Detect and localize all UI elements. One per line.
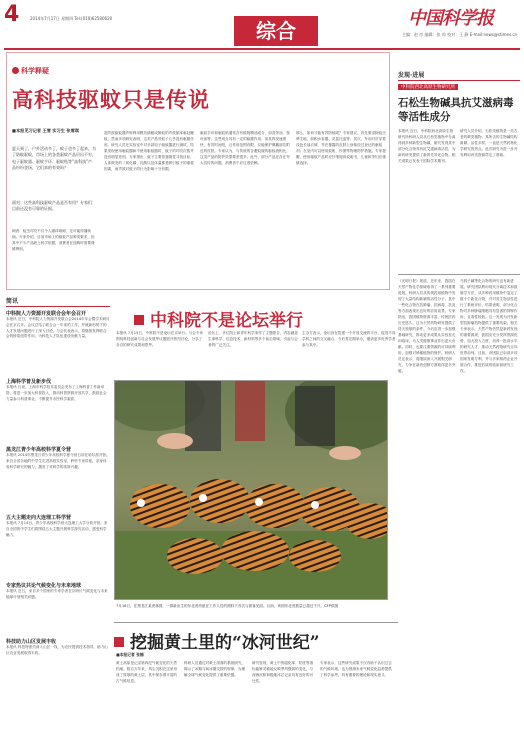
brief-body: 本报讯 近日，来自多个国家的专家学者在京研讨气候变化与未来地球计划相关问题。 bbox=[6, 589, 108, 599]
tiger-cubs-photo[interactable] bbox=[114, 380, 388, 600]
bottom-column-1: 黄土高原是记录第四纪气候变化的天然档案。数百万年来，风尘沉积在这里形成了厚厚的黄土层，其中保存着丰富的古气候信息。 bbox=[116, 661, 178, 683]
right-column-3: 《光明日报》报道，近年来，我国在天然产物化学领域取得了一系列重要进展。科研人员从传统药用植物中发现了大量结构新颖的活性分子，其中一些化合物在抗肿瘤、抗病毒、抗炎等方面表现出良好的应用前景。专家指出，我国植物资源丰富，传统医药历史悠久，这为天然药物研发提供了得天独厚的条件。今后应进一步加强基础研究，推动更多成果从实验室走向临床，为人类健康事业作出更大贡献。同时，也要注重资源的可持续利用，加强对珍稀植物的保护。科研人员还表示，将继续深入开展相关研究，力争在新药创制方面取得更多突破。 bbox=[398, 279, 456, 373]
brief-item[interactable] bbox=[6, 638, 110, 741]
section-tab: 综合 bbox=[234, 16, 318, 46]
lead-summary: 夏天到了，户外活动多了，蚊子也多了起来。为了防蚊驱蚊，市场上的各类驱蚊产品层出不穷，电子驱蚊器、驱蚊手环、驱蚊贴等“高科技”产品纷纷登场，它们真的有效吗？ bbox=[12, 146, 96, 171]
lead-column-1: 调查：蚊虫叮咬不仅令人瘙痒难耐，还可能传播疾病。专家介绍，目前市场上的驱蚊产品种类繁多，但其中不少产品缺乏科学依据，消费者在选购时需要谨慎辨别。 bbox=[12, 229, 95, 251]
bottom-column-2: 科研人员通过对黄土剖面的系统研究，揭示了冰期与间冰期交替的规律，为理解全球气候变化提供了重要依据。 bbox=[184, 661, 246, 677]
brief-body: 本报讯 7月14日，青少年高校科学营大连理工大学分营开营。来自全国的中学生们将围绕五大主题开展科学探究活动，感受科学魅力。 bbox=[6, 521, 108, 537]
brief-title[interactable]: 中科院人力资源开发联合会年会召开 bbox=[6, 311, 87, 317]
brief-title[interactable]: 专家热议共论气候变化与未来地球 bbox=[6, 583, 82, 589]
brief-item[interactable] bbox=[6, 582, 110, 635]
bottom-feature-rule bbox=[114, 622, 398, 623]
right-column-2: 研究人员介绍，石松类植物是一类古老的蕨类植物，其所含的生物碱结构新颖、活性多样，一直是天然药物化学研究的热点。此次研究为进一步开发利用该类资源奠定了基础。 bbox=[460, 129, 518, 157]
brief-body: 本报讯 科技特派员深入山区一线，为农民提供技术指导，助力山区农业发展取得丰收。 bbox=[6, 645, 108, 655]
brief-item[interactable] bbox=[6, 378, 110, 443]
lead-column-3: 驱蚊手环和驱蚊贴通常含有植物精油成分，如香茅油、桉叶油等，这些成分具有一定的驱避作用，但其挥发速度快，有效时间短，且作用范围有限，仅能保护佩戴部位附近的皮肤。专家认为，与传统的含避蚊胺的驱蚊液相比，这类产品的防护效果要差很多。此外，部分产品还存在夸大宣传的问题，消费者不应过度依赖。 bbox=[200, 131, 290, 165]
bottom-column-4: 专家表示，这些研究成果不仅有助于认识过去的气候环境，也为预测未来气候变化趋势提供了科学参考，具有重要的理论和现实意义。 bbox=[320, 661, 392, 677]
lead-column-2: 超声波驱蚊器声称利用模仿蜻蜓或雄蚊的声波频率驱赶雌蚊，然而多项研究表明，这类产品对蚊子几乎没有驱避作用。研究人员在实验室中对多款电子驱蚊器进行测试，结果发现使用驱蚊器和不使用驱蚊器时，蚊子的叮咬次数并没有明显差别。专家指出，蚊子主要依靠嗅觉寻找目标，人体散发的二氧化碳、乳酸以及体温都是吸引蚊子的重要因素，而声波对蚊子的行为影响十分有限。 bbox=[104, 131, 194, 171]
brief-title[interactable]: 黑龙江青少年高校科学夏令营 bbox=[6, 447, 72, 453]
lead-headline[interactable]: 高科技驱蚊只是传说 bbox=[12, 87, 210, 112]
top-rule bbox=[4, 48, 520, 50]
square-bullet-icon bbox=[134, 315, 144, 325]
lead-tag-label: 科学释疑 bbox=[21, 67, 49, 75]
bottom-byline: ■本报记者 张楠 bbox=[116, 652, 144, 657]
middle-headline-text: 中科院不是论坛举行 bbox=[150, 311, 303, 331]
right-section-heading: 发现·进展 bbox=[398, 72, 425, 79]
masthead-subline: 主编：赵 彦 编辑：张 琼 校对：王 静 E-mail:news@stimes.cn bbox=[402, 32, 518, 37]
right-divider bbox=[398, 274, 520, 275]
brief-item[interactable] bbox=[6, 514, 110, 579]
bottom-headline-text: 挖掘黄土里的“冰河世纪” bbox=[130, 633, 320, 653]
middle-column-1: 本报讯 7月15日，中科院不是论坛在京举行。与会专家围绕科技创新与社会发展等议题展开热烈讨论，分享了各自的研究成果和思考。 bbox=[116, 331, 204, 347]
briefs-rule bbox=[6, 306, 110, 307]
photo-illustration bbox=[115, 381, 388, 600]
photo-caption: 7月16日，在黑龙江某虎林园，一群新出生的东北虎幼崽在工作人员的照料下首次与游客见面。目前，该园东北虎数量已超过千只。CFP供图 bbox=[116, 604, 339, 608]
page-number: 4 bbox=[4, 2, 20, 27]
middle-column-2: 论坛上，多位院士和青年科学家作了主题报告，内容涵盖生命科学、信息技术、新材料等多个前沿领域，引起与会者的广泛关注。 bbox=[208, 331, 298, 347]
middle-headline[interactable] bbox=[134, 306, 303, 331]
bottom-column-3: 研究发现，黄土中的磁化率、粒度等指标能够灵敏地反映季风强弱的变化，与深海沉积和极地冰芯记录具有良好的可比性。 bbox=[252, 661, 314, 683]
right-section-rule bbox=[398, 80, 520, 81]
bottom-headline[interactable] bbox=[114, 628, 320, 653]
square-bullet-icon bbox=[114, 637, 124, 647]
briefs-heading: 简讯 bbox=[6, 298, 19, 305]
brief-body: 本报讯 日前，上海市科学技术委员会发布了上海科普工作新举措，将进一步加大科普投入，推动科普资源开放共享，鼓励社会力量参与科普事业，不断提升市民科学素质。 bbox=[6, 385, 107, 401]
date-line: 2014年7月17日 星期四 Tel:(010)62580620 bbox=[30, 16, 113, 21]
brief-body: 本报讯 2014年黑龙江青少年高校科学夏令营日前在哈尔滨开营。来自全省各地的中学生走进高校实验室，聆听专家讲座，亲身体验科学研究的魅力，激发了对科学的浓厚兴趣。 bbox=[6, 453, 110, 469]
brief-title[interactable]: 上海科学普及新步伐 bbox=[6, 379, 52, 385]
masthead-logo: 中国科学报 bbox=[408, 8, 493, 29]
brief-body: 本报讯 近日，中科院人力资源开发联合会2014年年会暨学术研讨会在京召开。会议总结了联合会一年来的工作，并就新形势下的人才发展问题进行了深入讨论。与会代表表示，将继续发挥联合会的桥梁纽带作用，为科技人才队伍建设贡献力量。 bbox=[6, 317, 110, 339]
brief-title[interactable]: 科技助力山区发展丰收 bbox=[6, 639, 57, 645]
right-column-1: 本报讯 近日，中科院西北高原生物研究所科研人员从石松类植物中分离得到多种新型生物碱，研究发现其中部分化合物具有抗艾滋病毒活性，为新药研发提供了新的先导化合物。相关成果已发表于国际学术期刊。 bbox=[398, 129, 456, 163]
brief-item[interactable] bbox=[6, 310, 110, 375]
lead-summary-2: 面对：这些高科技驱蚊产品是否有用？专家们：目前还没有可靠的证据。 bbox=[12, 200, 96, 212]
middle-column-3: 主办方表示，论坛旨在搭建一个开放交流的平台，促进不同学科之间的交叉融合，今后将定期举办，邀请更多优秀学者参与其中。 bbox=[302, 331, 396, 347]
lead-column-4: 那么，如何才能有效防蚊呢？专家建议，首先要清除蚊虫孳生地，如积水容器、花盆托盘等；其次，外出时应穿着浅色长袖衣裤，并在暴露的皮肤上涂抹经过登记的驱蚊剂；在室内可以使用蚊帐、纱窗等物理防护措施。专家提醒，使用驱蚊产品时应仔细阅读说明书，儿童和孕妇应谨慎选择。 bbox=[296, 131, 386, 165]
right-institution-tag: 中科院西北高原生物研究所 bbox=[398, 84, 458, 90]
right-headline[interactable]: 石松生物碱具抗艾滋病毒等活性成分 bbox=[398, 97, 514, 123]
right-column-4: 马钱子碱等化合物的研究也有新进展。研究团队利用现代分离技术和波谱学方法，从多种药用植物中鉴定了数十个新化合物，并对其生物活性进行了系统评价。结果表明，部分化合物对多种肿瘤细胞具有显著的抑制作用，且毒性较低。这一发现为开发新型抗肿瘤药物提供了重要线索。相关专家表示，天然产物仍然是新药发现的重要源泉，我国应充分发挥资源优势，加大投入力度，培养一批高水平的研究人才，推动天然药物研究走向世界前列。目前，该团队已申请多项国家发明专利，并与多家制药企业开展合作，推进后续的临床前研究工作。 bbox=[460, 279, 518, 373]
brief-item[interactable] bbox=[6, 446, 110, 511]
lead-byline: ■本报见习记者 王雪 实习生 张雪琪 bbox=[12, 128, 79, 133]
lead-section-tag bbox=[12, 66, 49, 76]
brief-title[interactable]: 五大主题走向大连理工科学营 bbox=[6, 515, 72, 521]
bullet-icon bbox=[12, 67, 19, 74]
